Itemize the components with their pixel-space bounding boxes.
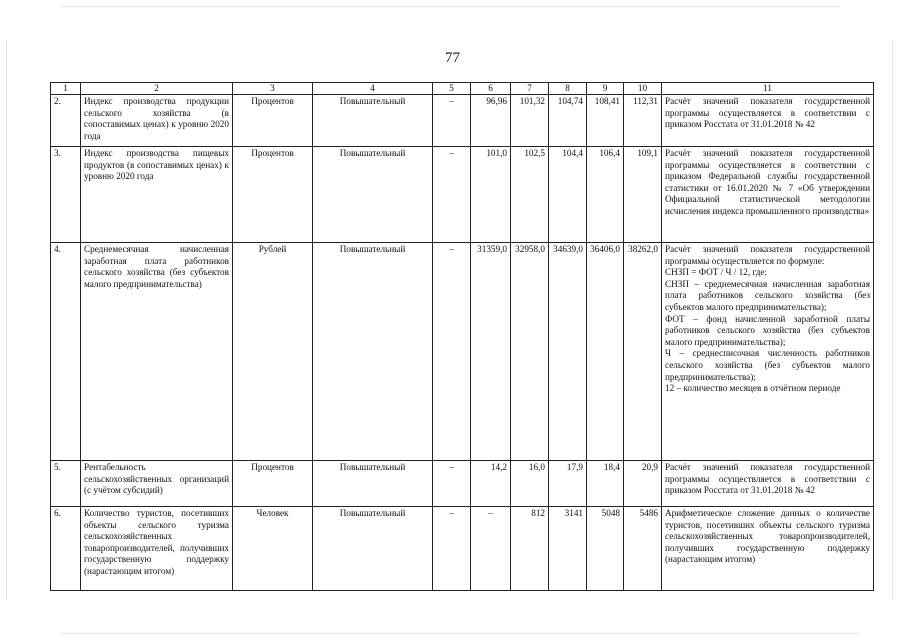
value-cell: 38262,0 (624, 243, 662, 461)
header-cell: 1 (51, 83, 81, 95)
value-cell: 101,0 (471, 147, 511, 243)
scan-edge-bottom (60, 633, 860, 634)
header-cell: 3 (233, 83, 313, 95)
base-value-cell: – (433, 95, 471, 147)
indicator-name: Индекс производства продукции сельского хозяйства (в сопоставимых ценах) к уровню 2020 года (81, 95, 233, 147)
indicator-name: Индекс производства пищевых продуктов (в сопоставимых ценах) к уровню 2020 года (81, 147, 233, 243)
value-cell: 14,2 (471, 461, 511, 507)
value-cell: – (471, 507, 511, 591)
header-cell: 4 (313, 83, 433, 95)
value-cell: 104,4 (549, 147, 587, 243)
note-line: Расчёт значений показателя государственной программы осуществляется в соответствии с приказом Росстата от 31.01.2018 № 42 (665, 96, 870, 130)
table-row (51, 461, 874, 507)
value-cell: 20,9 (624, 461, 662, 507)
indicator-name: Рентабельность сельскохозяйственных организаций (с учётом субсидий) (81, 461, 233, 507)
note-line: Расчёт значений показателя государственной программы осуществляется в соответствии с приказом Росстата от 31.01.2018 № 42 (665, 462, 870, 496)
unit-cell: Процентов (233, 147, 313, 243)
header-cell: 7 (511, 83, 549, 95)
value-cell: 17,9 (549, 461, 587, 507)
table-row (51, 95, 874, 147)
calculation-note (662, 95, 874, 147)
value-cell: 34639,0 (549, 243, 587, 461)
value-cell: 31359,0 (471, 243, 511, 461)
row-number: 5. (51, 461, 81, 507)
header-cell: 6 (471, 83, 511, 95)
base-value-cell: – (433, 507, 471, 591)
indicator-name: Среднемесячная начисленная заработная плата работников сельского хозяйства (без субъектов малого предпринимательства) (81, 243, 233, 461)
direction-cell: Повышательный (313, 95, 433, 147)
unit-cell: Процентов (233, 461, 313, 507)
note-line: Расчёт значений показателя государственной программы осуществляется по формуле: (665, 244, 870, 266)
note-line: Расчёт значений показателя государственной программы осуществляется в соответствии с приказом Федеральной службы государственной статистики от 16.01.2020 № 7 «Об утверждении Официальной статистической методологии исчисления индекса промышленного производства» (665, 148, 870, 216)
value-cell: 16,0 (511, 461, 549, 507)
direction-cell: Повышательный (313, 147, 433, 243)
value-cell: 101,32 (511, 95, 549, 147)
formula-line: СНЗП = ФОТ / Ч / 12, где: (665, 267, 768, 278)
value-cell: 32958,0 (511, 243, 549, 461)
note-line: Арифметическое сложение данных о количестве туристов, посетивших объекты сельского туризма сельскохозяйственных товаропроизводителей, получивших государственную поддержку (нарастающим итогом) (665, 508, 870, 565)
value-cell: 812 (511, 507, 549, 591)
scan-edge-top (60, 6, 840, 7)
calculation-note (662, 243, 874, 461)
direction-cell: Повышательный (313, 461, 433, 507)
value-cell: 5048 (587, 507, 624, 591)
value-cell: 109,1 (624, 147, 662, 243)
value-cell: 108,41 (587, 95, 624, 147)
scan-edge-left (6, 40, 7, 600)
row-number: 4. (51, 243, 81, 461)
header-cell: 10 (624, 83, 662, 95)
note-line: ФОТ – фонд начисленной заработной платы работников сельского хозяйства (без субъектов малого предпринимательства); (665, 313, 870, 347)
page-number: 77 (445, 50, 460, 66)
value-cell: 18,4 (587, 461, 624, 507)
header-cell: 9 (587, 83, 624, 95)
value-cell: 102,5 (511, 147, 549, 243)
note-line: Ч – среднесписочная численность работников сельского хозяйства (без субъектов малого предпринимательства); (665, 348, 870, 382)
unit-cell: Рублей (233, 243, 313, 461)
value-cell: 96,96 (471, 95, 511, 147)
value-cell: 104,74 (549, 95, 587, 147)
table-row (51, 147, 874, 243)
header-cell: 11 (662, 83, 874, 95)
header-cell: 2 (81, 83, 233, 95)
calculation-note (662, 507, 874, 591)
unit-cell: Человек (233, 507, 313, 591)
value-cell: 5486 (624, 507, 662, 591)
value-cell: 3141 (549, 507, 587, 591)
header-cell: 5 (433, 83, 471, 95)
table-row (51, 243, 874, 461)
header-row (51, 83, 874, 95)
unit-cell: Процентов (233, 95, 313, 147)
value-cell: 112,31 (624, 95, 662, 147)
base-value-cell: – (433, 147, 471, 243)
calculation-note (662, 461, 874, 507)
direction-cell: Повышательный (313, 243, 433, 461)
base-value-cell: – (433, 243, 471, 461)
row-number: 3. (51, 147, 81, 243)
value-cell: 36406,0 (587, 243, 624, 461)
row-number: 6. (51, 507, 81, 591)
table-row (51, 507, 874, 591)
row-number: 2. (51, 95, 81, 147)
base-value-cell: – (433, 461, 471, 507)
note-line: СНЗП – среднемесячная начисленная заработная плата работников сельского хозяйства (без субъектов малого предпринимательства); (665, 278, 870, 312)
header-cell: 8 (549, 83, 587, 95)
indicator-name: Количество туристов, посетивших объекты сельского туризма сельскохозяйственных товаропроизводителей, получивших государственную поддержку (нарастающим итогом) (81, 507, 233, 591)
indicators-table (50, 82, 874, 591)
calculation-note (662, 147, 874, 243)
direction-cell: Повышательный (313, 507, 433, 591)
note-line: 12 – количество месяцев в отчётном периоде (665, 383, 841, 394)
value-cell: 106,4 (587, 147, 624, 243)
scan-edge-right (892, 40, 893, 600)
